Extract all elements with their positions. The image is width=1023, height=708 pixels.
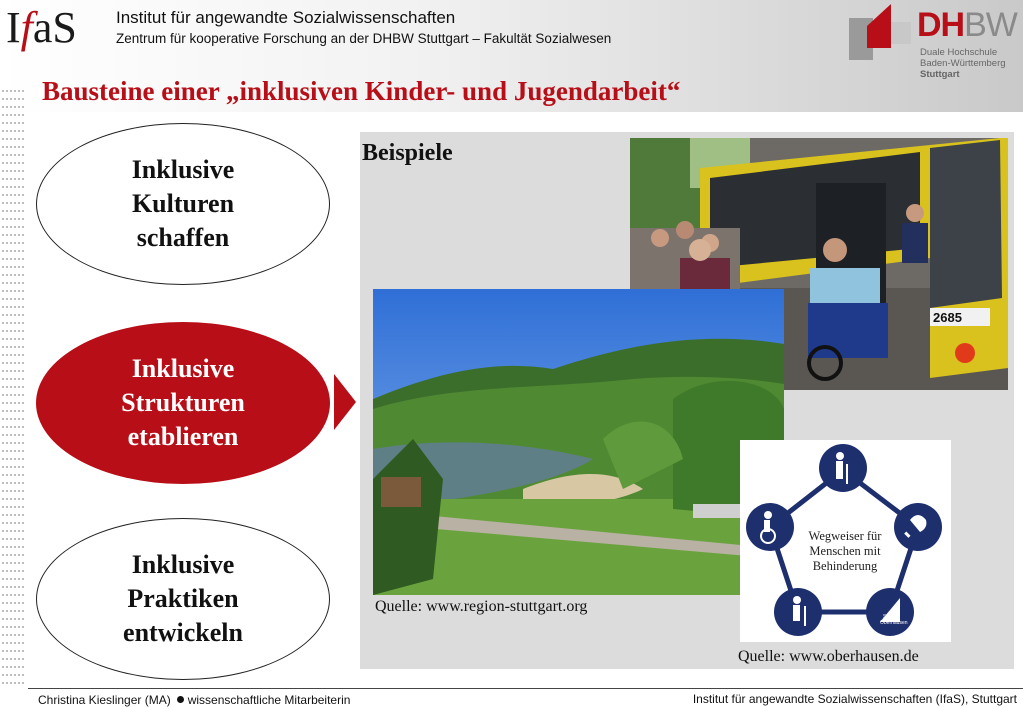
- block-line: Inklusive: [131, 550, 235, 579]
- block-line: Inklusive: [131, 354, 235, 383]
- caption-lake-source: Quelle: www.region-stuttgart.org: [375, 598, 588, 615]
- lake-photo: [373, 289, 784, 595]
- block-line: entwickeln: [123, 618, 243, 647]
- block-line: Strukturen: [121, 388, 245, 417]
- institute-subtitle: Zentrum für kooperative Forschung an der DHBW Stuttgart – Fakultät Sozialwesen: [116, 31, 612, 46]
- dhbw-mark-icon: [847, 4, 913, 60]
- institute-title: Institut für angewandte Sozialwissenschaften: [116, 8, 456, 27]
- footer-institute: Institut für angewandte Sozialwissenschaften (IfaS), Stuttgart: [692, 692, 1017, 706]
- examples-heading: Beispiele: [362, 140, 453, 166]
- slide-title: Bausteine einer „inklusiven Kinder- und Jugendarbeit“: [42, 76, 681, 106]
- wegweiser-graphic: [740, 440, 951, 642]
- wegweiser-text: Wegweiser für: [808, 529, 882, 543]
- block-line: etablieren: [127, 422, 239, 451]
- dhbw-logo: [845, 0, 1023, 88]
- stadt-label: Stadt: [883, 614, 895, 620]
- block-line: schaffen: [136, 223, 230, 252]
- bus-number: 2685: [933, 310, 962, 325]
- block-praktiken[interactable]: [36, 518, 330, 680]
- footer-divider: [28, 688, 1023, 689]
- block-line: Kulturen: [131, 189, 235, 218]
- block-line: Praktiken: [127, 584, 239, 613]
- author-role: wissenschaftliche Mitarbeiterin: [187, 693, 351, 707]
- ifas-logo: IfaS: [6, 3, 77, 52]
- dhbw-name: DHBW: [917, 6, 1017, 44]
- caption-wegweiser-source: Quelle: www.oberhausen.de: [738, 648, 919, 665]
- side-decoration: [2, 90, 24, 690]
- arrow-right-icon: [334, 374, 356, 430]
- author-name: Christina Kieslinger (MA): [38, 693, 171, 707]
- block-kulturen[interactable]: [36, 123, 330, 285]
- wegweiser-text: Menschen mit: [809, 544, 881, 558]
- block-line: Inklusive: [131, 155, 235, 184]
- bullet-icon: [177, 696, 184, 703]
- stadt-label: Oberhausen: [880, 620, 908, 626]
- block-strukturen[interactable]: [36, 322, 330, 484]
- footer-author: [38, 693, 350, 707]
- wegweiser-text: Behinderung: [812, 559, 878, 573]
- dhbw-lines: Duale Hochschule Baden-Württemberg Stuttgart: [920, 47, 1006, 80]
